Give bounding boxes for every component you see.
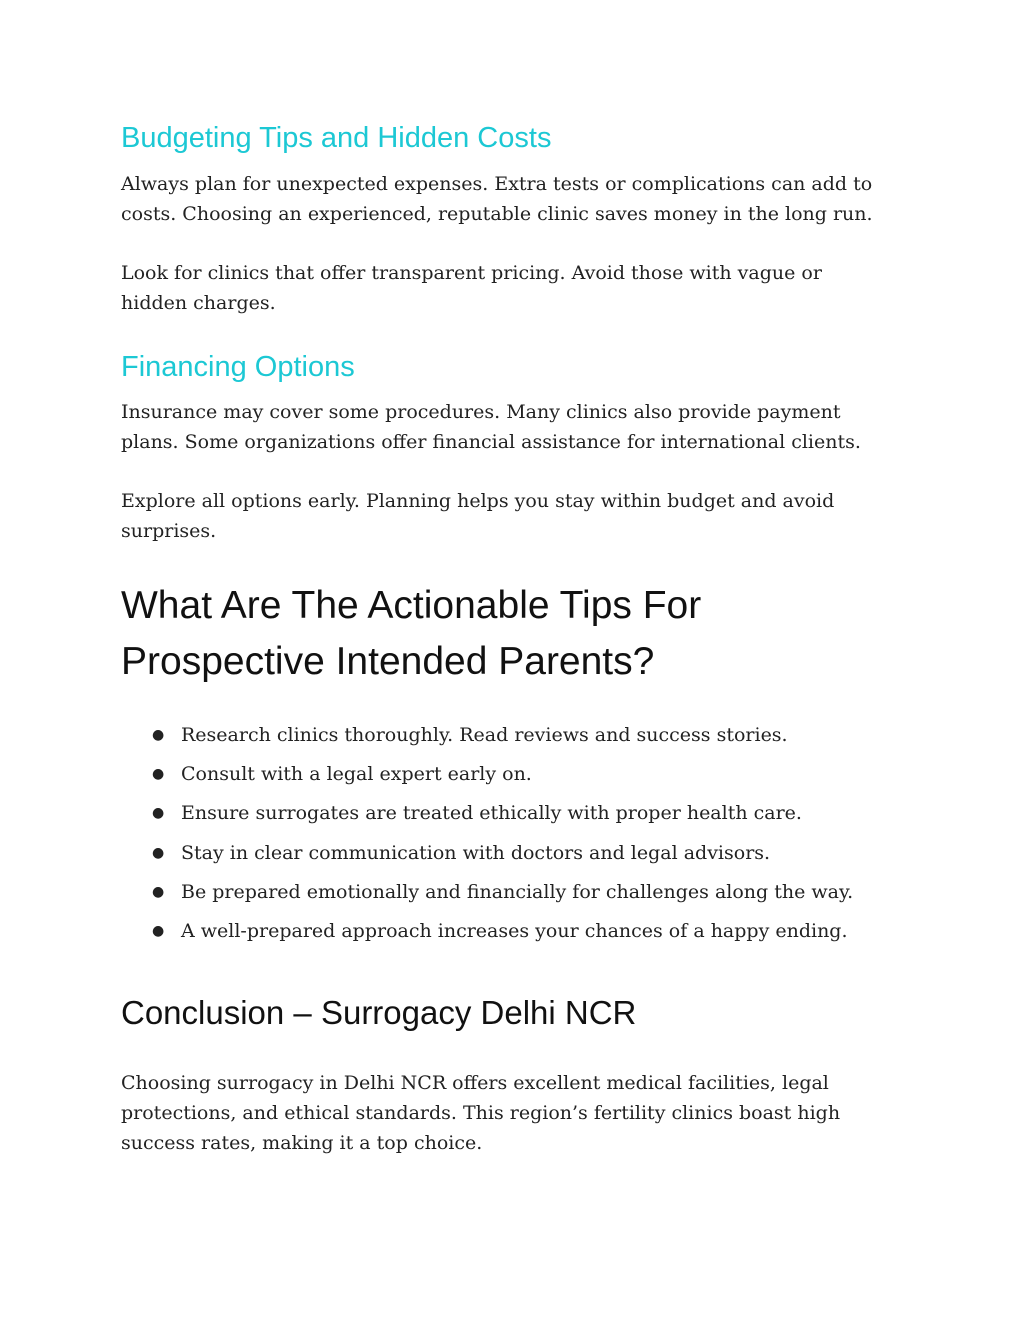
text-line: Choosing surrogacy in Delhi NCR offers excellent medical facilities, legal xyxy=(121,1072,829,1094)
text-line: hidden charges. xyxy=(121,292,276,314)
text-line: plans. Some organizations offer financial assistance for international clients. xyxy=(121,431,861,453)
financing-paragraph-1 xyxy=(121,397,911,457)
bullet-icon: ● xyxy=(152,844,165,861)
text-line: Look for clinics that offer transparent pricing. Avoid those with vague or xyxy=(121,262,822,284)
bullet-icon: ● xyxy=(152,805,165,822)
text-line: success rates, making it a top choice. xyxy=(121,1132,483,1154)
bullet-icon: ● xyxy=(152,922,165,939)
conclusion-heading: Conclusion – Surrogacy Delhi NCR xyxy=(121,994,637,1031)
conclusion-paragraph xyxy=(121,1068,911,1158)
budgeting-paragraph-1 xyxy=(121,169,911,229)
bullet-icon: ● xyxy=(152,727,165,743)
list-item-text: Stay in clear communication with doctors and legal advisors. xyxy=(181,841,771,864)
bullet-icon: ● xyxy=(152,883,165,900)
list-item-text: Consult with a legal expert early on. xyxy=(181,763,532,786)
text-line: surprises. xyxy=(121,520,217,542)
text-line: Insurance may cover some procedures. Many clinics also provide payment xyxy=(121,401,841,423)
financing-paragraph-2 xyxy=(121,486,911,546)
financing-heading: Financing Options xyxy=(121,351,355,383)
text-line: costs. Choosing an experienced, reputable clinic saves money in the long run. xyxy=(121,203,873,225)
tips-heading xyxy=(121,578,701,690)
list-item-text: A well-prepared approach increases your chances of a happy ending. xyxy=(181,919,848,942)
text-line: protections, and ethical standards. This region’s fertility clinics boast high xyxy=(121,1102,841,1124)
bullet-icon: ● xyxy=(152,766,165,783)
text-line: Always plan for unexpected expenses. Extra tests or complications can add to xyxy=(121,173,873,195)
list-item-text: Ensure surrogates are treated ethically with proper health care. xyxy=(181,802,802,825)
text-line: Explore all options early. Planning helps you stay within budget and avoid xyxy=(121,490,835,512)
heading-line: Prospective Intended Parents? xyxy=(121,640,655,683)
list-item-text: Research clinics thoroughly. Read reviews and success stories. xyxy=(181,724,788,746)
list-item-text: Be prepared emotionally and financially for challenges along the way. xyxy=(181,880,854,903)
budgeting-heading: Budgeting Tips and Hidden Costs xyxy=(121,122,552,154)
budgeting-paragraph-2 xyxy=(121,258,911,318)
heading-line: What Are The Actionable Tips For xyxy=(121,584,702,627)
